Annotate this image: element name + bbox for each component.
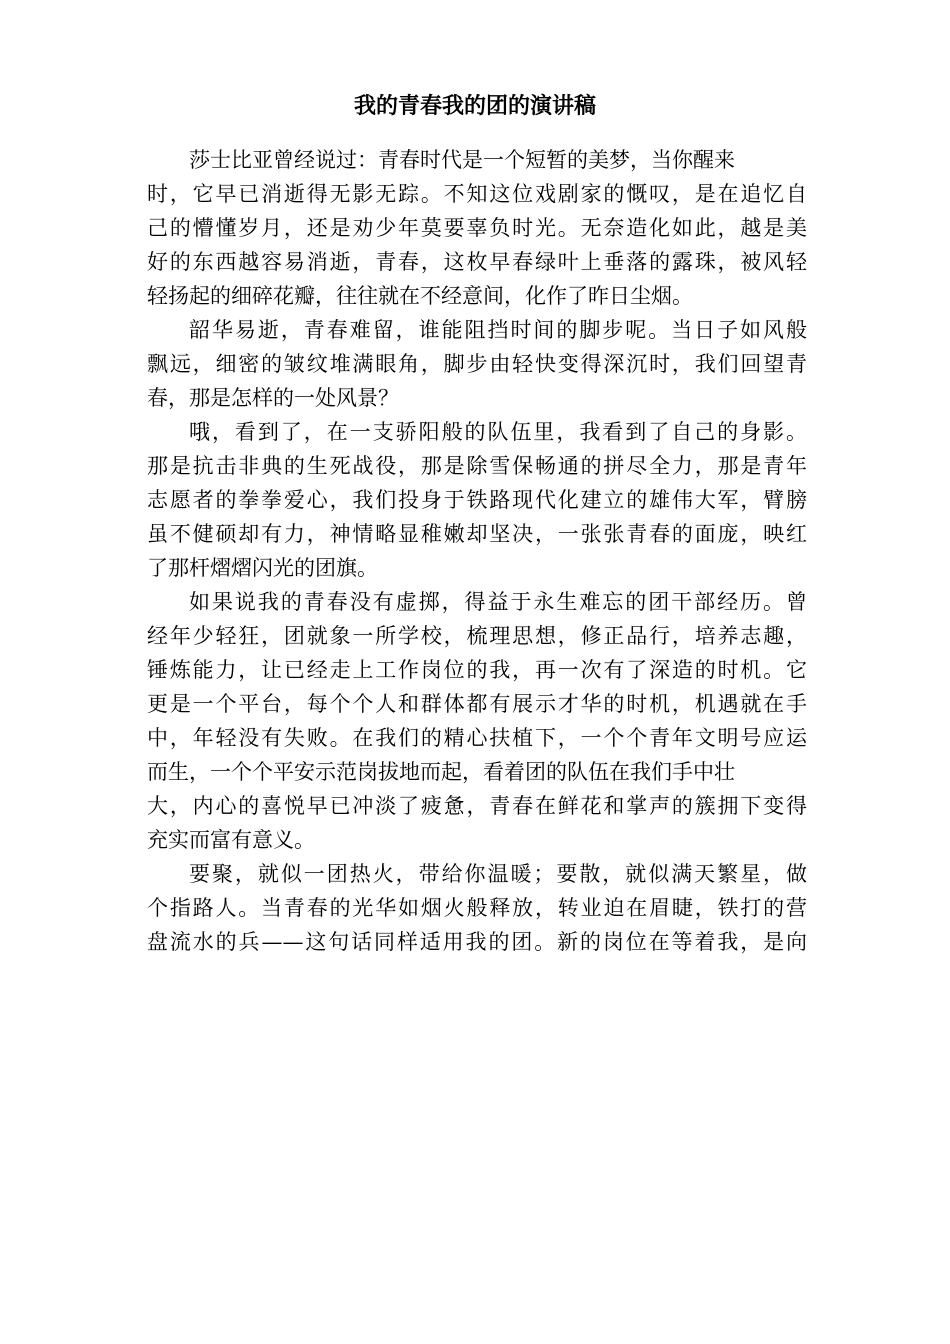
text-line: 轻扬起的细碎花瓣，往往就在不经意间，化作了昨日尘烟。 xyxy=(147,284,693,308)
text-line: 虽不健硕却有力，神情略显稚嫩却坚决，一张张青春的面庞，映红 xyxy=(147,522,807,546)
paragraph xyxy=(147,585,807,857)
text-line: 飘远，细密的皱纹堆满眼角，脚步由轻快变得深沉时，我们回望青 xyxy=(147,352,807,376)
text-line: 莎士比亚曾经说过：青春时代是一个短暂的美梦，当你醒来 xyxy=(189,148,735,172)
text-line: 大，内心的喜悦早已冲淡了疲惫，青春在鲜花和掌声的簇拥下变得 xyxy=(147,794,807,818)
text-line: 时，它早已消逝得无影无踪。不知这位戏剧家的慨叹，是在追忆自 xyxy=(147,182,807,206)
text-line: 好的东西越容易消逝，青春，这枚早春绿叶上垂落的露珠，被风轻 xyxy=(147,250,807,274)
text-line: 要聚，就似一团热火，带给你温暖；要散，就似满天繁星，做 xyxy=(189,862,807,886)
text-line: 了那杆熠熠闪光的团旗。 xyxy=(147,556,378,580)
text-line: 而生，一个个平安示范岗拔地而起，看着团的队伍在我们手中壮 xyxy=(147,760,735,784)
text-line: 盘流水的兵——这句话同样适用我的团。新的岗位在等着我，是向 xyxy=(147,930,807,954)
text-line: 韶华易逝，青春难留，谁能阻挡时间的脚步呢。当日子如风般 xyxy=(189,318,807,342)
text-line: 己的懵懂岁月，还是劝少年莫要辜负时光。无奈造化如此，越是美 xyxy=(147,216,807,240)
text-line: 充实而富有意义。 xyxy=(147,828,315,852)
text-line: 哦，看到了，在一支骄阳般的队伍里，我看到了自己的身影。 xyxy=(189,420,807,444)
paragraph xyxy=(147,313,807,415)
text-line: 个指路人。当青春的光华如烟火般释放，转业迫在眉睫，铁打的营 xyxy=(147,896,807,920)
paragraph xyxy=(147,143,807,313)
text-line: 春，那是怎样的一处风景？ xyxy=(147,386,399,410)
text-line: 更是一个平台，每个个人和群体都有展示才华的时机，机遇就在手 xyxy=(147,692,807,716)
paragraph xyxy=(147,857,807,959)
text-line: 那是抗击非典的生死战役，那是除雪保畅通的拼尽全力，那是青年 xyxy=(147,454,807,478)
paragraph xyxy=(147,415,807,585)
text-line: 志愿者的拳拳爱心，我们投身于铁路现代化建立的雄伟大军，臂膀 xyxy=(147,488,807,512)
text-line: 锤炼能力，让已经走上工作岗位的我，再一次有了深造的时机。它 xyxy=(147,658,807,682)
text-line: 如果说我的青春没有虚掷，得益于永生难忘的团干部经历。曾 xyxy=(189,590,807,614)
document-title: 我的青春我的团的演讲稿 xyxy=(353,93,596,119)
text-line: 中，年轻没有失败。在我们的精心扶植下，一个个青年文明号应运 xyxy=(147,726,807,750)
text-line: 经年少轻狂，团就象一所学校，梳理思想，修正品行，培养志趣， xyxy=(147,624,807,648)
document-body xyxy=(147,143,807,959)
